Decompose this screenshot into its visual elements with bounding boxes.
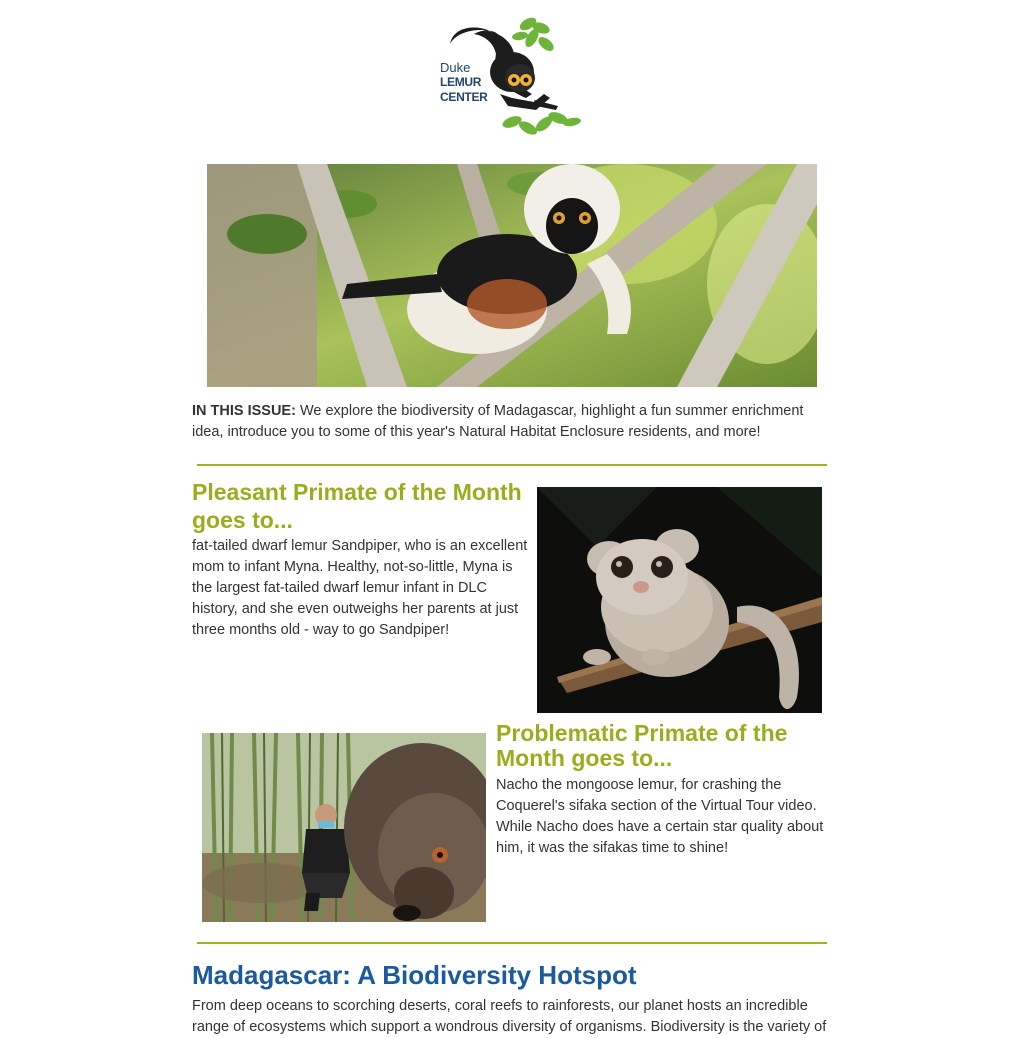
- dwarf-lemur-photo: [537, 487, 822, 713]
- duke-lemur-center-logo[interactable]: [440, 14, 586, 140]
- pleasant-primate-title: Pleasant Primate of the Month goes to...: [192, 479, 522, 533]
- problematic-primate-image[interactable]: [202, 733, 486, 922]
- pleasant-primate-image[interactable]: [537, 487, 822, 713]
- biodiversity-section: [192, 960, 832, 1038]
- logo-text: [440, 60, 488, 105]
- logo-line-lemur: LEMUR: [440, 75, 482, 89]
- intro-label: IN THIS ISSUE:: [192, 403, 296, 419]
- logo-line-center: CENTER: [440, 90, 488, 104]
- problematic-primate-body: Nacho the mongoose lemur, for crashing the Coquerel's sifaka section of the Virtual Tour video. While Nacho does have a certain star quality about him, it was the sifakas time to shine!: [496, 777, 824, 856]
- biodiversity-title: Madagascar: A Biodiversity Hotspot: [192, 960, 637, 990]
- hero-image[interactable]: [207, 164, 817, 387]
- biodiversity-body: From deep oceans to scorching deserts, coral reefs to rainforests, our planet hosts an incredible range of ecosystems which support a wondrous diversity of organisms. Biodiversity is the variety of: [192, 998, 827, 1035]
- intro-text: We explore the biodiversity of Madagascar, highlight a fun summer enrichment idea, introduce you to some of this year's Natural Habitat Enclosure residents, and more!: [192, 403, 804, 440]
- section-divider: [197, 464, 827, 466]
- mongoose-lemur-photo: [202, 733, 486, 922]
- pleasant-primate-body: fat-tailed dwarf lemur Sandpiper, who is an excellent mom to infant Myna. Healthy, not-so-little, Myna is the largest fat-tailed dwarf lemur infant in DLC history, and she even outweighs her parents at just three months old - way to go Sandpiper!: [192, 538, 528, 638]
- logo-line-duke: Duke: [440, 60, 471, 75]
- section-divider: [197, 942, 827, 944]
- intro-paragraph: [192, 401, 832, 443]
- problematic-primate-title: Problematic Primate of the Month goes to...: [496, 720, 788, 771]
- problematic-primate-section: [496, 721, 832, 859]
- pleasant-primate-section: [192, 478, 530, 641]
- sifaka-lemur-photo: [207, 164, 817, 387]
